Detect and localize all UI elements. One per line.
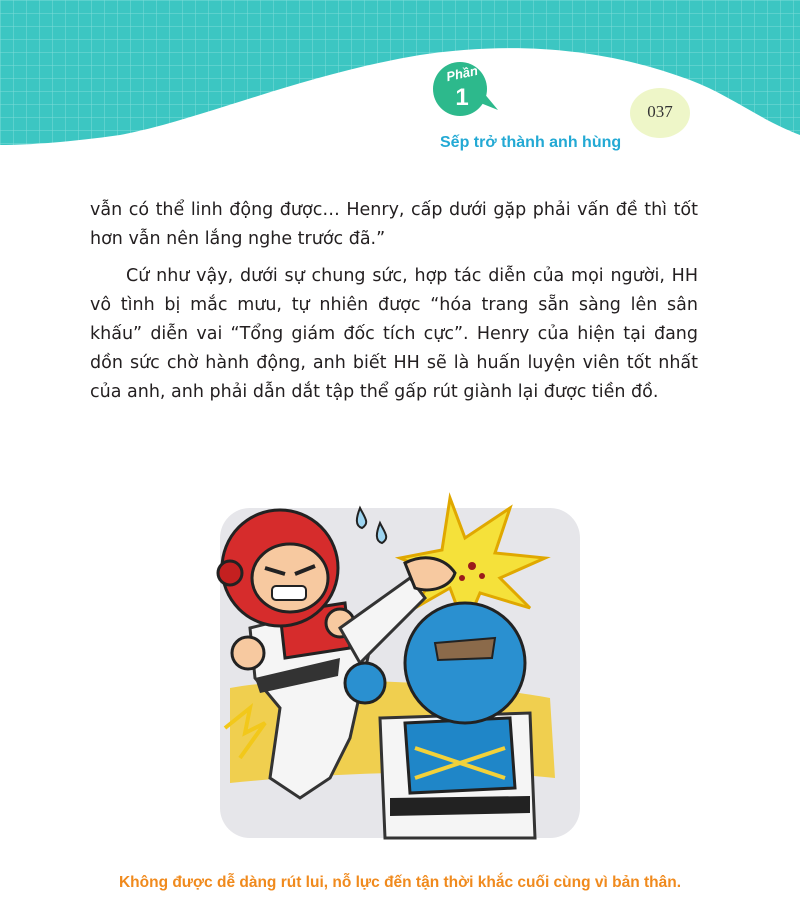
header-wave-banner: [0, 0, 800, 170]
body-text: [90, 196, 698, 415]
part-label: Phần: [444, 62, 480, 85]
taekwondo-sparring-illustration: [210, 478, 590, 853]
part-number: 1: [455, 84, 469, 111]
part-title: Sếp trở thành anh hùng: [440, 134, 622, 151]
page-number: 037: [647, 102, 673, 121]
paragraph: Cứ như vậy, dưới sự chung sức, hợp tác diễn của mọi người, HH vô tình bị mắc mưu, tự nhiên được “hóa trang sẵn sàng lên sân khấu” diễn vai “Tổng giám đốc tích cực”. Henry của hiện tại đang dồn sức chờ hành động, anh biết HH sẽ là huấn luyện viên tốt nhất của anh, anh phải dẫn dắt tập thể gấp rút giành lại được tiền đồ.: [90, 266, 698, 402]
caption: Không được dễ dàng rút lui, nỗ lực đến tận thời khắc cuối cùng vì bản thân.: [118, 874, 682, 891]
paragraph: vẫn có thể linh động được… Henry, cấp dưới gặp phải vấn đề thì tốt hơn vẫn nên lắng nghe trước đã.”: [90, 200, 698, 249]
